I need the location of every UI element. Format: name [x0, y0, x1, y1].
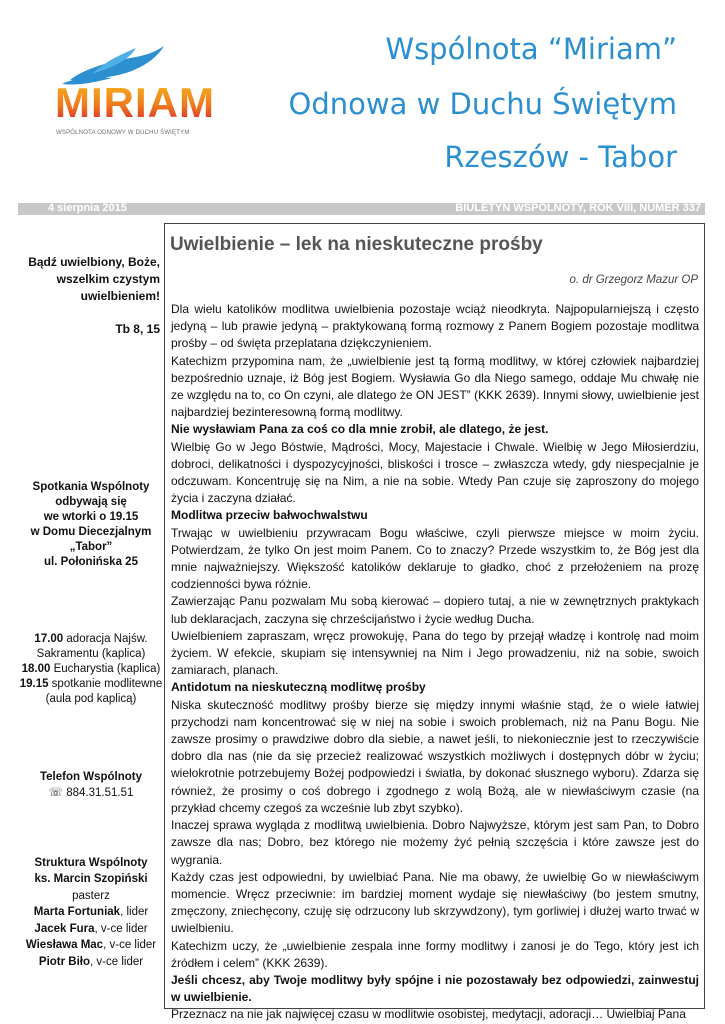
- article-title: Uwielbienie – lek na nieskuteczne prośby: [170, 234, 543, 255]
- meetings-info: [18, 480, 164, 570]
- schedule-text: spotkanie modlitewne (aula pod kaplicą): [45, 678, 163, 705]
- schedule: [18, 632, 164, 707]
- schedule-time: 19.15: [19, 678, 49, 690]
- meetings-line: ul. Połonińska 25: [44, 556, 138, 568]
- person-role: , lider: [120, 906, 149, 919]
- article-paragraph: Dla wielu katolików modlitwa uwielbienia pozostaje wciąż nieodkryta. Najpopularniejszą i często jedyną – lub prawie jedyną – praktykowaną formą rozmowy z Panem Bogiem pozostaje modlitwa prośby – od święta przeplatana dziękczynieniem.: [171, 302, 699, 351]
- meetings-line: w Domu Diecezjalnym: [30, 526, 152, 538]
- sidebar-quote: Bądź uwielbiony, Boże, wszelkim czystym uwielbieniem!: [28, 255, 160, 303]
- article-subheading: Modlitwa przeciw bałwochwalstwu: [171, 508, 368, 523]
- logo-subtitle: WSPÓLNOTA ODNOWY W DUCHU ŚWIĘTYM: [56, 130, 190, 136]
- schedule-time: 18.00: [21, 663, 51, 675]
- article-paragraph: Katechizm uczy, że „uwielbienie zespala inne formy modlitwy i zanosi je do Tego, który jest ich źródłem i celem” (KKK 2639).: [171, 938, 699, 970]
- phone-number: 884.31.51.51: [66, 787, 134, 799]
- article-paragraph: Nie wysławiam Pana za coś co dla mnie zrobił, ale dlatego, że jest.: [171, 422, 549, 437]
- meetings-line: „Tabor”: [69, 541, 113, 553]
- article-author: o. dr Grzegorz Mazur OP: [569, 274, 698, 286]
- logo: [52, 40, 215, 145]
- person-role: pasterz: [72, 889, 110, 902]
- person-role: , v-ce lider: [103, 939, 157, 952]
- schedule-text: adoracja Najśw. Sakramentu (kaplica): [36, 633, 148, 660]
- schedule-time: 17.00: [34, 633, 64, 645]
- article-paragraph: Zawierzając Panu pozwalam Mu sobą kierować – dopiero tutaj, a nie w zewnętrznych praktykach lub deklaracjach, zaczyna się chrześcijaństwo i życie według Ducha.: [171, 594, 699, 626]
- article-paragraph: Inaczej sprawa wygląda z modlitwą uwielbienia. Dobro Najwyższe, którym jest sam Pan, to Dobro zawsze dla nas; Dobro, bez którego nie możemy żyć pełnią szczęścia i które zawsze jest do wygrania.: [171, 818, 699, 867]
- person-name: Wiesława Mac: [25, 939, 104, 952]
- article-paragraph: Wielbię Go w Jego Bóstwie, Mądrości, Mocy, Majestacie i Chwale. Wielbię w Jego Miłosierdziu, dobroci, delikatności i dyspozycyjności, bliskości i trosce – zwłaszcza wtedy, gdy niespecjalnie je odczuwam. Koncentruję się na Nim, a nie na sobie. Wtedy Pan czuje się zaproszony do mojego życia i zaczyna działać.: [171, 439, 699, 506]
- structure-item: [18, 904, 164, 921]
- article-subheading: Antidotum na nieskuteczną modlitwę prośby: [171, 680, 426, 695]
- person-name: Piotr Biło: [38, 955, 91, 968]
- structure-item: [18, 921, 164, 938]
- issue-number: BIULETYN WSPÓLNOTY, ROK VIII, NUMER 337: [455, 202, 701, 214]
- person-name: Jacek Fura: [34, 922, 95, 935]
- structure-heading: Struktura Wspólnoty: [34, 857, 148, 869]
- header-title-line1: Wspólnota “Miriam”: [385, 32, 677, 66]
- phone-icon: ☏: [48, 787, 64, 799]
- person-role: , v-ce lider: [94, 922, 148, 935]
- article-paragraph: Niska skuteczność modlitwy prośby bierze się między innymi właśnie stąd, że o wiele łatwiej przychodzi nam koncentrować się w niej na sobie i swoich problemach, niż na Panu Bogu. Nie zawsze prosimy o prawdziwe dobro dla siebie, a nawet jeśli, to niekoniecznie jest to rzeczywiście dobro dla nas (nie da się przecież realizować wszystkich możliwych i dostępnych dóbr w życiu; wielokrotnie potrzebujemy Bożej podpowiedzi i światła, by dokonać słusznego wyboru). Zdarza się również, że prosimy o coś dobrego i zgodnego z wolą Bożą, ale w niewłaściwym czasie (na przykład chcemy czegoś za wcześnie lub zbyt szybko).: [171, 697, 699, 815]
- article-box: [164, 223, 705, 1022]
- article-paragraph: Uwielbieniem zapraszam, wręcz prowokuję, Pana do tego by przejął władzę i kontrolę nad moim życiem. W efekcie, skupiam się intensywniej na Nim i Jego prowadzeniu, niż na sobie, swoich zamiarach, planach.: [171, 628, 699, 678]
- phone-heading: Telefon Wspólnoty: [39, 771, 142, 783]
- meetings-line: odbywają się: [55, 496, 127, 508]
- article-body: [171, 301, 699, 1024]
- person-role: , v-ce lider: [90, 955, 144, 968]
- person-name: ks. Marcin Szopiński: [34, 873, 148, 885]
- structure-item: [18, 888, 164, 905]
- article-paragraph: Każdy czas jest odpowiedni, by uwielbiać Pana. Nie ma obawy, że uwielbię Go w niewłaściwym momencie. Wręcz przeciwnie: im bardziej moment wydaje się niewłaściwy (bo jestem smutny, zmęczony, zniechęcony, czuję się odrzucony lub skrzywdzony), tym gorliwiej i dłużej warto trwać w uwielbieniu.: [171, 869, 699, 936]
- person-name: Marta Fortuniak: [33, 906, 121, 919]
- phone-line: [18, 786, 164, 801]
- structure-item: [18, 954, 164, 971]
- sidebar-quote-ref: Tb 8, 15: [115, 322, 160, 336]
- header-title-line3: Rzeszów - Tabor: [444, 140, 677, 174]
- meetings-line: we wtorki o 19.15: [43, 511, 139, 523]
- schedule-item: [18, 677, 164, 707]
- schedule-item: [18, 632, 164, 662]
- schedule-item: [18, 662, 164, 677]
- article-paragraph: Przeznacz na nie jak najwięcej czasu w modlitwie osobistej, medytacji, adoracji… Uwielbiaj Pana: [171, 1007, 686, 1022]
- issue-bar: [18, 203, 705, 215]
- article-paragraph: Katechizm przypomina nam, że „uwielbienie jest tą formą modlitwy, w której człowiek najbardziej bezpośrednio uznaje, iż Bóg jest Bogiem. Wysławia Go dla Niego samego, oddaje Mu chwałę nie ze względu na to, co On czyni, ale dlatego że ON JEST” (KKK 2639). Innymi słowy, uwielbienie jest najbardziej bezinteresowną formą modlitwy.: [171, 353, 699, 420]
- structure-item: [18, 937, 164, 954]
- issue-date: 4 sierpnia 2015: [48, 202, 127, 214]
- schedule-text: Eucharystia (kaplica): [50, 663, 161, 675]
- structure-item: [18, 871, 164, 888]
- header-title-line2: Odnowa w Duchu Świętym: [288, 87, 677, 121]
- logo-wordmark: MIRIAM: [55, 79, 215, 126]
- article-paragraph: Jeśli chcesz, aby Twoje modlitwy były spójne i nie pozostawały bez odpowiedzi, zainwestuj w uwielbienie.: [171, 972, 699, 1005]
- meetings-line: Spotkania Wspólnoty: [32, 481, 150, 493]
- structure-list: [18, 871, 164, 971]
- article-paragraph: Trwając w uwielbieniu przywracam Bogu właściwe, czyli pierwsze miejsce w moim życiu. Potwierdzam, że tylko On jest moim Panem. Co to znaczy? Przede wszystkim to, że Bóg jest dla mnie najważniejszy. Większość katolików deklaruje to gładko, choć z przełożeniem na prozę codzienności bywa różnie.: [171, 525, 699, 592]
